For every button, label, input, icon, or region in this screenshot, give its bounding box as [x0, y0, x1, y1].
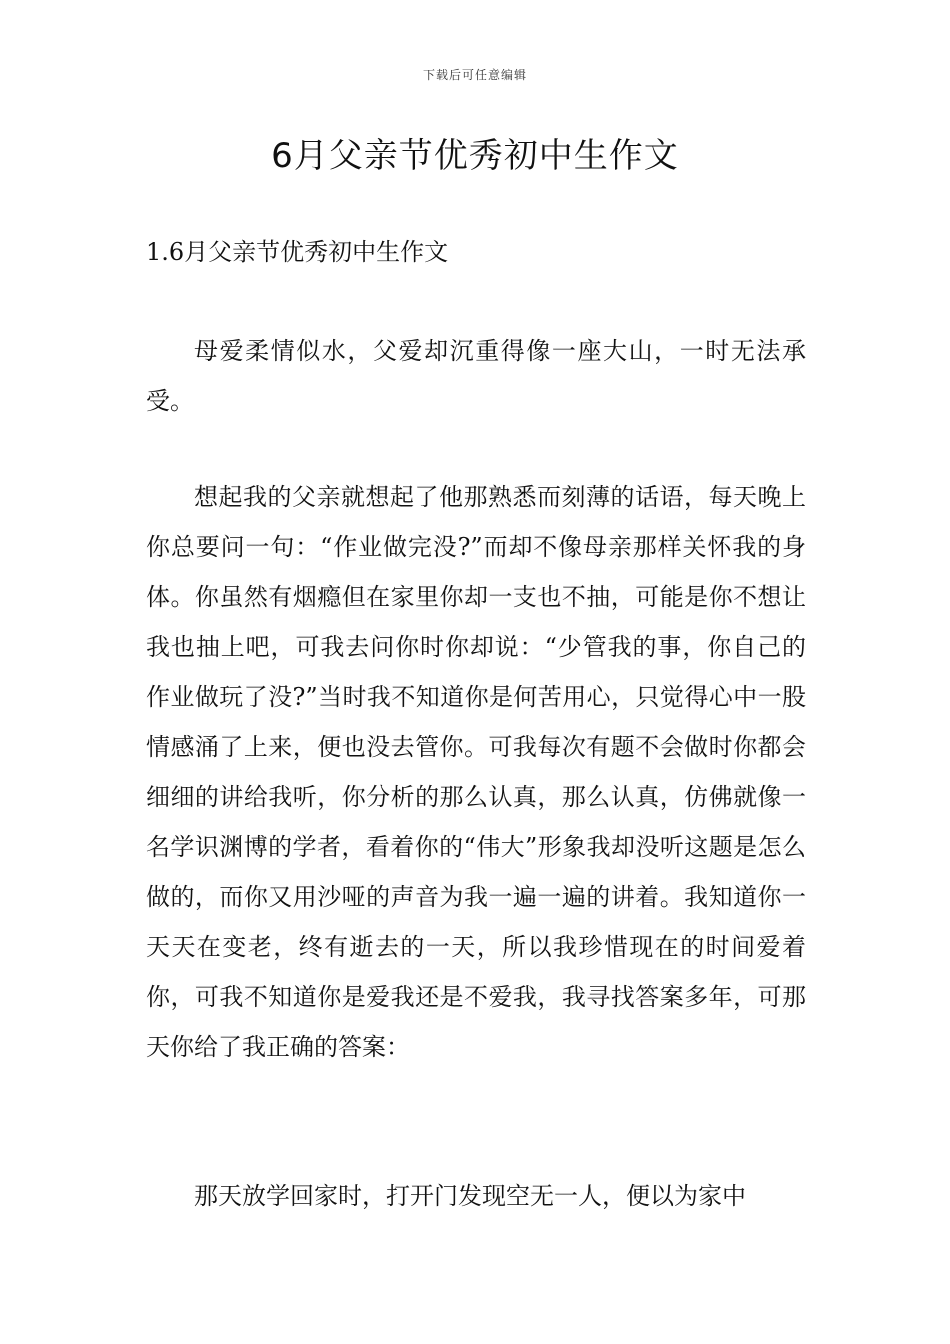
- paragraph-1: 母爱柔情似水，父爱却沉重得像一座大山，一时无法承受。: [146, 337, 806, 415]
- header-note: 下载后可任意编辑: [422, 68, 527, 82]
- paragraph-3: 那天放学回家时，打开门发现空无一人，便以为家中: [194, 1182, 746, 1210]
- section-heading: 1.6月父亲节优秀初中生作文: [146, 238, 449, 266]
- paragraph-2: 想起我的父亲就想起了他那熟悉而刻薄的话语，每天晚上你总要问一句：“作业做完没?”而却不像母亲那样关怀我的身体。你虽然有烟瘾但在家里你却一支也不抽，可能是你不想让我也抽上吧，可我去问你时你却说：“少管我的事，你自己的作业做玩了没?”当时我不知道你是何苦用心，只觉得心中一股情感涌了上来，便也没去管你。可我每次有题不会做时你都会细细的讲给我听，你分析的那么认真，那么认真，仿佛就像一名学识渊博的学者，看着你的“伟大”形象我却没听这题是怎么做的，而你又用沙哑的声音为我一遍一遍的讲着。我知道你一天天在变老，终有逝去的一天，所以我珍惜现在的时间爱着你，可我不知道你是爱我还是不爱我，我寻找答案多年，可那天你给了我正确的答案：: [146, 483, 806, 1061]
- document-title: 6月父亲节优秀初中生作文: [271, 136, 679, 176]
